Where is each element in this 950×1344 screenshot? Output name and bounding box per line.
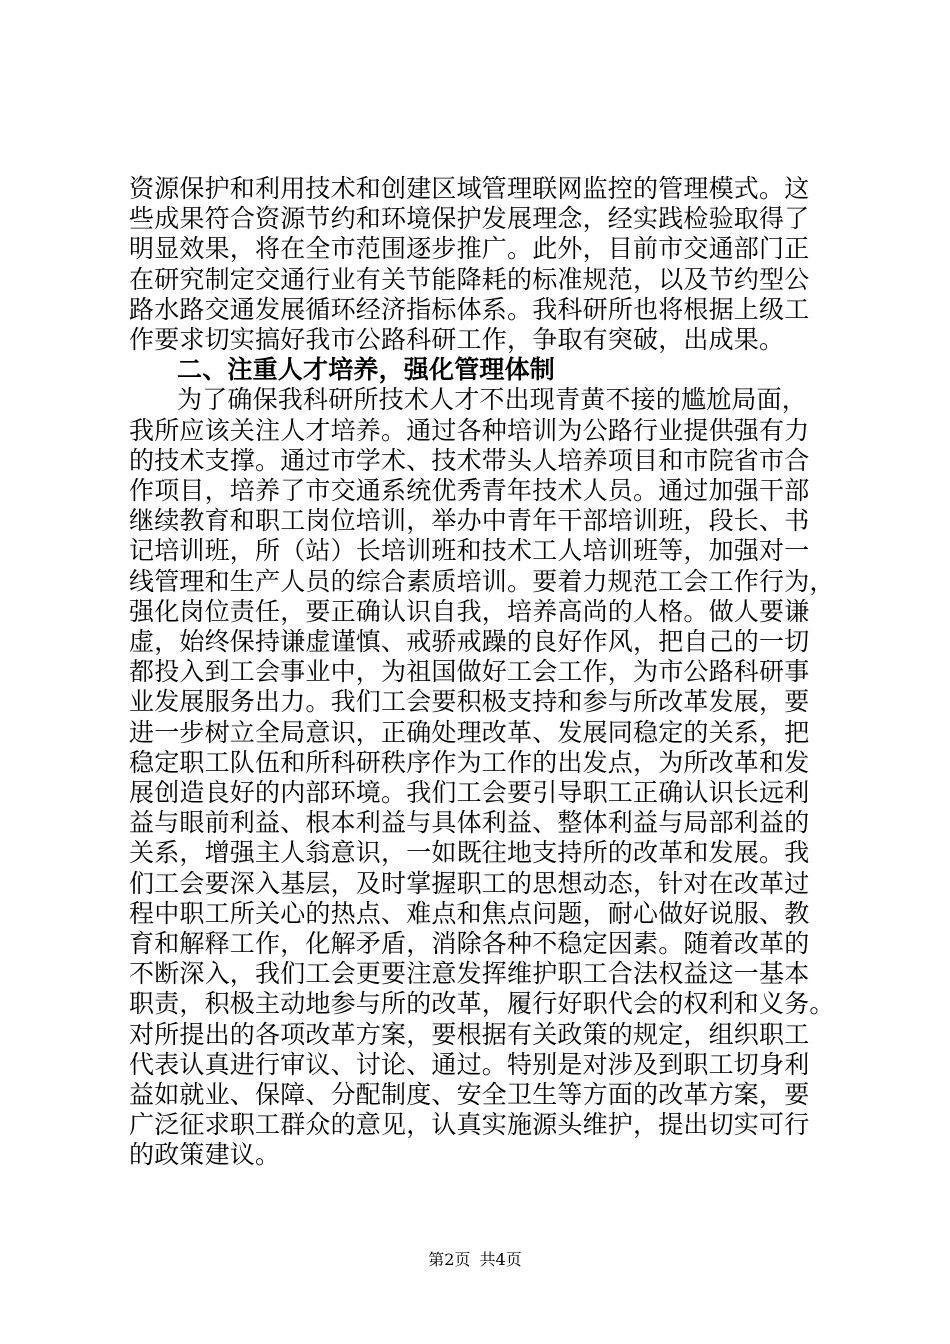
paragraph-line: 关系，增强主人翁意识，一如既往地支持所的改革和发展。我: [129, 838, 810, 867]
paragraph-line: 作项目，培养了市交通系统优秀青年技术人员。通过加强干部: [129, 476, 810, 505]
page-footer: [0, 1249, 950, 1271]
paragraph-line: 线管理和生产人员的综合素质培训。要着力规范工会工作行为，: [129, 567, 835, 596]
paragraph-line: 代表认真进行审议、讨论、通过。特别是对涉及到职工切身利: [129, 1050, 810, 1079]
paragraph-line: 强化岗位责任，要正确认识自我，培养高尚的人格。做人要谦: [129, 597, 810, 626]
paragraph-line: 虚，始终保持谦虚谨慎、戒骄戒躁的良好作风，把自己的一切: [129, 627, 810, 656]
paragraph-line: 进一步树立全局意识，正确处理改革、发展同稳定的关系，把: [129, 718, 810, 747]
paragraph-line: 我所应该关注人才培养。通过各种培训为公路行业提供强有力: [129, 416, 810, 445]
paragraph-line: 在研究制定交通行业有关节能降耗的标准规范，以及节约型公: [129, 265, 810, 294]
paragraph-line: 资源保护和利用技术和创建区域管理联网监控的管理模式。这: [129, 174, 810, 203]
page-number: 第2页: [428, 1250, 471, 1269]
paragraph-line: 的技术支撑。通过市学术、技术带头人培养项目和市院省市合: [129, 446, 810, 475]
paragraph-line: 益如就业、保障、分配制度、安全卫生等方面的改革方案，要: [129, 1080, 810, 1109]
paragraph-line: 展创造良好的内部环境。我们工会要引导职工正确认识长远利: [129, 778, 810, 807]
paragraph-line: 的政策建议。: [129, 1140, 281, 1169]
paragraph-line: 益与眼前利益、根本利益与具体利益、整体利益与局部利益的: [129, 808, 810, 837]
paragraph-line: 程中职工所关心的热点、难点和焦点问题，耐心做好说服、教: [129, 899, 810, 928]
paragraph-line: 职责，积极主动地参与所的改革，履行好职代会的权利和义务。: [129, 989, 835, 1018]
paragraph-line: 们工会要深入基层，及时掌握职工的思想动态，针对在改革过: [129, 869, 810, 898]
paragraph-line: 对所提出的各项改革方案，要根据有关政策的规定，组织职工: [129, 1020, 810, 1049]
paragraph-line: 记培训班，所（站）长培训班和技术工人培训班等，加强对一: [129, 536, 810, 565]
paragraph-line: 不断深入，我们工会更要注意发挥维护职工合法权益这一基本: [129, 959, 810, 988]
paragraph-line: 继续教育和职工岗位培训，举办中青年干部培训班，段长、书: [129, 506, 810, 535]
paragraph-line: 些成果符合资源节约和环境保护发展理念，经实践检验取得了: [129, 204, 810, 233]
paragraph-line: 都投入到工会事业中，为祖国做好工会工作，为市公路科研事: [129, 657, 810, 686]
paragraph-line: 业发展服务出力。我们工会要积极支持和参与所改革发展，要: [129, 687, 810, 716]
page-total: 共4页: [479, 1250, 522, 1269]
section-heading: 二、注重人才培养，强化管理体制: [177, 355, 556, 384]
paragraph-line: 育和解释工作，化解矛盾，消除各种不稳定因素。随着改革的: [129, 929, 810, 958]
paragraph-line: 广泛征求职工群众的意见，认真实施源头维护，提出切实可行: [129, 1110, 810, 1139]
paragraph-line: 作要求切实搞好我市公路科研工作，争取有突破，出成果。: [129, 325, 785, 354]
paragraph-line: 为了确保我科研所技术人才不出现青黄不接的尴尬局面，: [177, 385, 808, 414]
paragraph-line: 明显效果，将在全市范围逐步推广。此外，目前市交通部门正: [129, 234, 810, 263]
paragraph-line: 路水路交通发展循环经济指标体系。我科研所也将根据上级工: [129, 295, 810, 324]
paragraph-line: 稳定职工队伍和所科研秩序作为工作的出发点，为所改革和发: [129, 748, 810, 777]
